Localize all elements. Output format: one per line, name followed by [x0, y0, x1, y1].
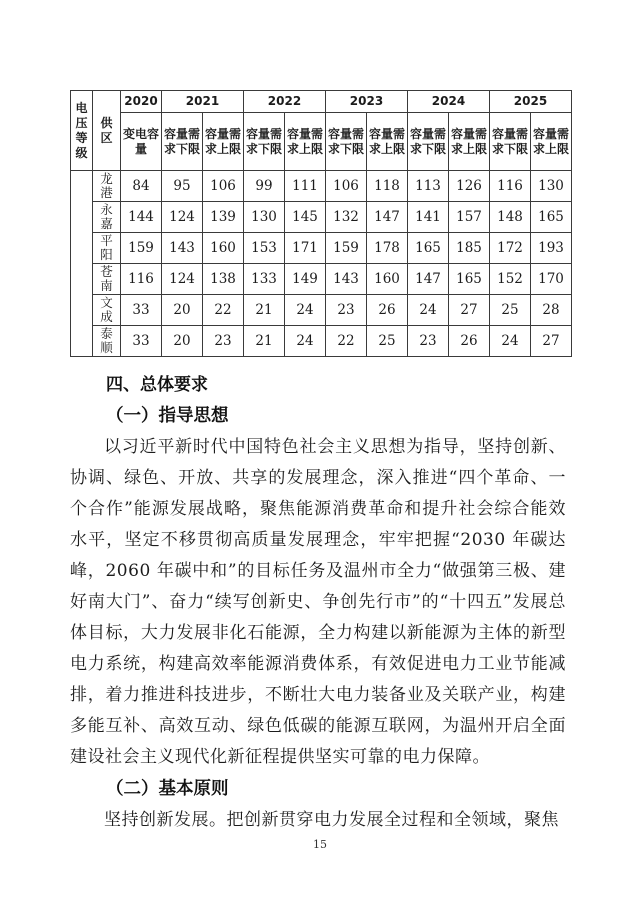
value-cell: 27	[531, 326, 572, 357]
value-cell: 172	[490, 233, 531, 264]
value-cell: 148	[490, 202, 531, 233]
value-cell: 26	[367, 295, 408, 326]
value-cell: 165	[408, 233, 449, 264]
value-cell: 33	[121, 295, 162, 326]
value-cell: 24	[285, 326, 326, 357]
value-cell: 23	[326, 295, 367, 326]
value-cell: 25	[490, 295, 531, 326]
value-cell: 24	[490, 326, 531, 357]
subsection-heading-guiding-ideology: （一）指导思想	[106, 406, 229, 426]
value-cell: 20	[162, 295, 203, 326]
value-cell: 147	[367, 202, 408, 233]
value-cell: 116	[490, 171, 531, 202]
value-cell: 21	[244, 295, 285, 326]
supply-area-cell: 文成	[93, 295, 121, 326]
subsection-heading-basic-principles: （二）基本原则	[106, 779, 229, 799]
supply-area-cell: 苍南	[93, 264, 121, 295]
value-cell: 139	[203, 202, 244, 233]
transform-capacity-header: 变电容量	[121, 113, 162, 171]
demand-upper-header-2025: 容量需求上限	[531, 113, 572, 171]
year-header-2020: 2020	[121, 91, 162, 113]
voltage-level-header: 电压等级	[71, 91, 93, 171]
value-cell: 130	[244, 202, 285, 233]
year-header-2021: 2021	[162, 91, 244, 113]
table-row	[71, 264, 572, 295]
value-cell: 25	[367, 326, 408, 357]
capacity-demand-table	[70, 90, 572, 357]
value-cell: 22	[203, 295, 244, 326]
section-heading-overall-requirements: 四、总体要求	[106, 375, 208, 395]
supply-area-cell: 龙港	[93, 171, 121, 202]
value-cell: 132	[326, 202, 367, 233]
value-cell: 124	[162, 202, 203, 233]
page-number: 15	[313, 838, 327, 851]
supply-area-header: 供区	[93, 91, 121, 171]
table-row	[71, 233, 572, 264]
value-cell: 143	[162, 233, 203, 264]
year-header-2024: 2024	[408, 91, 490, 113]
capacity-table-body	[71, 171, 572, 357]
value-cell: 23	[408, 326, 449, 357]
table-row	[71, 171, 572, 202]
demand-lower-header-2024: 容量需求下限	[408, 113, 449, 171]
value-cell: 159	[121, 233, 162, 264]
value-cell: 153	[244, 233, 285, 264]
supply-area-cell: 永嘉	[93, 202, 121, 233]
value-cell: 26	[449, 326, 490, 357]
year-header-2022: 2022	[244, 91, 326, 113]
document-body	[70, 370, 566, 836]
demand-upper-header-2023: 容量需求上限	[367, 113, 408, 171]
value-cell: 95	[162, 171, 203, 202]
voltage-level-merged-cell	[71, 171, 93, 357]
value-cell: 165	[449, 264, 490, 295]
value-cell: 113	[408, 171, 449, 202]
value-cell: 147	[408, 264, 449, 295]
paragraph-guiding-ideology: 以习近平新时代中国特色社会主义思想为指导，坚持创新、协调、绿色、开放、共享的发展理念，深入推进“四个革命、一个合作”能源发展战略，聚焦能源消费革命和提升社会综合能效水平，坚定不移贯彻高质量发展理念，牢牢把握“2030 年碳达峰，2060 年碳中和”的目标任务及温州市全力“做强第三极、建好南大门”、奋力“续写创新史、争创先行市”的“十四五”发展总体目标，大力发展非化石能源，全力构建以新能源为主体的新型电力系统，构建高效率能源消费体系，有效促进电力工业节能减排，着力推进科技进步，不断壮大电力装备业及关联产业，构建多能互补、高效互动、绿色低碳的能源互联网，为温州开启全面建设社会主义现代化新征程提供坚实可靠的电力保障。	[70, 437, 566, 767]
year-header-2023: 2023	[326, 91, 408, 113]
value-cell: 141	[408, 202, 449, 233]
value-cell: 133	[244, 264, 285, 295]
value-cell: 84	[121, 171, 162, 202]
demand-lower-header-2022: 容量需求下限	[244, 113, 285, 171]
value-cell: 118	[367, 171, 408, 202]
supply-area-cell: 泰顺	[93, 326, 121, 357]
value-cell: 178	[367, 233, 408, 264]
value-cell: 21	[244, 326, 285, 357]
value-cell: 144	[121, 202, 162, 233]
value-cell: 171	[285, 233, 326, 264]
value-cell: 159	[326, 233, 367, 264]
demand-upper-header-2022: 容量需求上限	[285, 113, 326, 171]
paragraph-basic-principles: 坚持创新发展。把创新贯穿电力发展全过程和全领域，聚焦	[104, 810, 559, 830]
value-cell: 24	[408, 295, 449, 326]
demand-upper-header-2024: 容量需求上限	[449, 113, 490, 171]
table-row	[71, 326, 572, 357]
value-cell: 126	[449, 171, 490, 202]
value-cell: 143	[326, 264, 367, 295]
value-cell: 138	[203, 264, 244, 295]
supply-area-cell: 平阳	[93, 233, 121, 264]
value-cell: 124	[162, 264, 203, 295]
value-cell: 165	[531, 202, 572, 233]
value-cell: 33	[121, 326, 162, 357]
year-header-2025: 2025	[490, 91, 572, 113]
table-header-row-measures	[71, 113, 572, 171]
value-cell: 157	[449, 202, 490, 233]
value-cell: 149	[285, 264, 326, 295]
demand-lower-header-2023: 容量需求下限	[326, 113, 367, 171]
value-cell: 106	[203, 171, 244, 202]
value-cell: 106	[326, 171, 367, 202]
value-cell: 24	[285, 295, 326, 326]
page-content	[70, 90, 570, 836]
value-cell: 145	[285, 202, 326, 233]
value-cell: 23	[203, 326, 244, 357]
demand-upper-header-2021: 容量需求上限	[203, 113, 244, 171]
value-cell: 160	[203, 233, 244, 264]
value-cell: 170	[531, 264, 572, 295]
value-cell: 22	[326, 326, 367, 357]
value-cell: 130	[531, 171, 572, 202]
demand-lower-header-2025: 容量需求下限	[490, 113, 531, 171]
value-cell: 160	[367, 264, 408, 295]
value-cell: 28	[531, 295, 572, 326]
value-cell: 193	[531, 233, 572, 264]
value-cell: 185	[449, 233, 490, 264]
value-cell: 99	[244, 171, 285, 202]
value-cell: 20	[162, 326, 203, 357]
value-cell: 152	[490, 264, 531, 295]
table-row	[71, 202, 572, 233]
table-row	[71, 295, 572, 326]
value-cell: 111	[285, 171, 326, 202]
value-cell: 116	[121, 264, 162, 295]
table-header-row-years	[71, 91, 572, 113]
demand-lower-header-2021: 容量需求下限	[162, 113, 203, 171]
value-cell: 27	[449, 295, 490, 326]
